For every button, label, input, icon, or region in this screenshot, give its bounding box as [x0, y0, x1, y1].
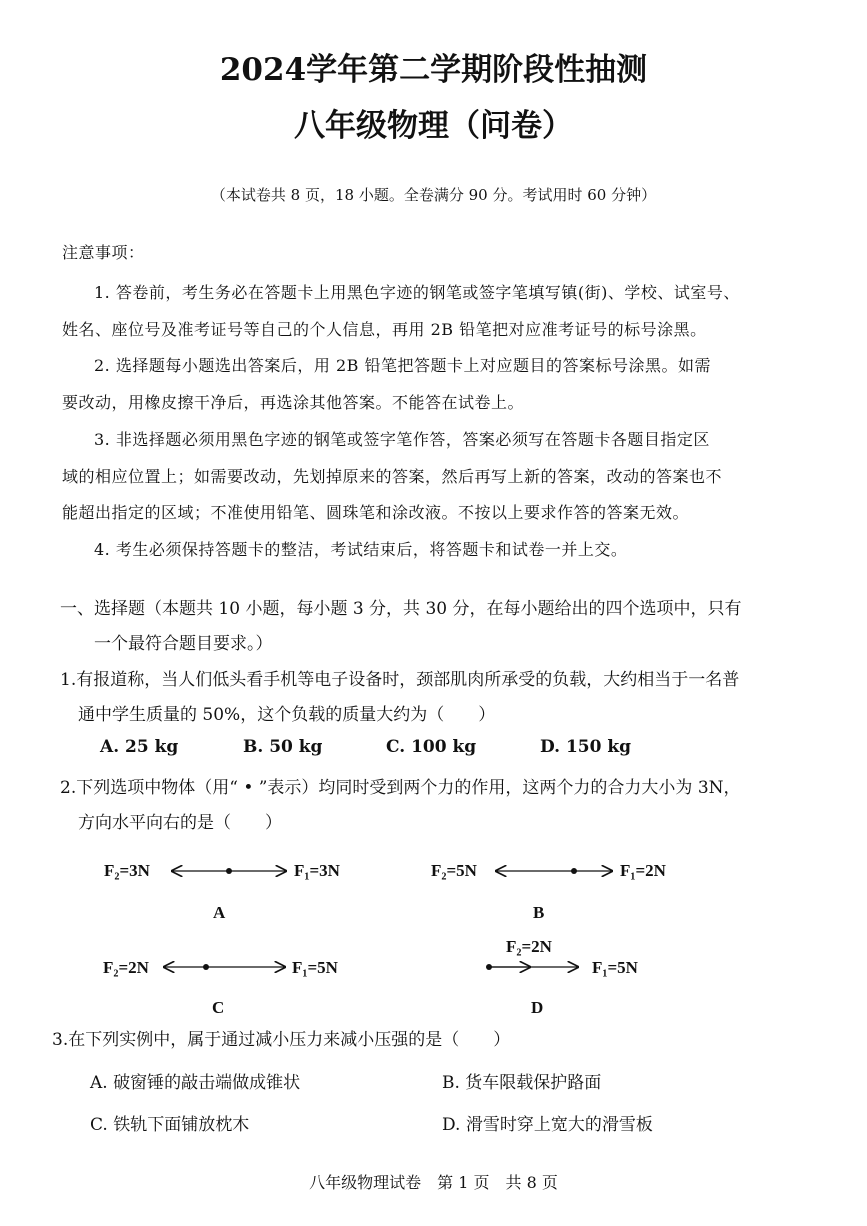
diagram-d-top-label: F₂=2N — [506, 937, 552, 956]
page-footer: 八年级物理试卷 第 1 页 共 8 页 — [309, 1173, 558, 1192]
q3-stem-line1: 3.在下列实例中，属于通过减小压力来减小压强的是（ ） — [52, 1030, 511, 1050]
diagram-a-right-label: F₁=3N — [294, 861, 340, 880]
diagram-c-right-label: F₁=5N — [292, 958, 338, 977]
notice-item-3-line2: 域的相应位置上；如需要改动，先划掉原来的答案，然后再写上新的答案，改动的答案也不 — [62, 467, 723, 486]
q2-stem-line1: 2.下列选项中物体（用“ • ”表示）均同时受到两个力的作用，这两个力的合力大小为 3N， — [60, 778, 741, 798]
diagram-c-left-label: F₂=2N — [103, 958, 149, 977]
notice-item-1-line1: 1. 答卷前，考生务必在答题卡上用黑色字迹的钢笔或签字笔填写镇(街)、学校、试室号、 — [94, 283, 740, 302]
diagram-d-right-label: F₁=5N — [592, 958, 638, 977]
diagram-d-object-dot — [486, 964, 492, 970]
diagram-b — [496, 868, 612, 874]
q1-option-a: A. 25 kg — [100, 737, 179, 757]
q1-stem-line1: 1.有报道称，当人们低头看手机等电子设备时，颈部肌肉所承受的负载，大约相当于一名普 — [60, 670, 740, 690]
notice-heading: 注意事项： — [62, 243, 145, 262]
q3-option-c: C. 铁轨下面铺放枕木 — [90, 1115, 250, 1135]
exam-subtitle: 八年级物理（问卷） — [294, 108, 573, 144]
diagram-c-object-dot — [203, 964, 209, 970]
q1-option-d: D. 150 kg — [540, 737, 632, 757]
diagram-c — [164, 964, 285, 970]
notice-item-4-line1: 4. 考生必须保持答题卡的整洁，考试结束后，将答题卡和试卷一并上交。 — [94, 540, 628, 559]
diagram-b-left-label: F₂=5N — [431, 861, 477, 880]
q1-option-c: C. 100 kg — [386, 737, 477, 757]
notice-item-1-line2: 姓名、座位号及准考证号等自己的个人信息，再用 2B 铅笔把对应准考证号的标号涂黑。 — [62, 320, 707, 339]
diagram-a-object-dot — [226, 868, 232, 874]
q1-stem-line2: 通中学生质量的 50%，这个负载的质量大约为（ ） — [78, 705, 496, 725]
section1-heading-line1: 一、选择题（本题共 10 小题，每小题 3 分，共 30 分，在每小题给出的四个选项中，只有 — [60, 599, 742, 619]
exam-title: 2024学年第二学期阶段性抽测 — [219, 52, 648, 88]
diagram-c-letter: C — [212, 998, 225, 1017]
q3-option-d: D. 滑雪时穿上宽大的滑雪板 — [442, 1115, 653, 1135]
diagram-a-letter: A — [213, 903, 226, 922]
notice-item-3-line1: 3. 非选择题必须用黑色字迹的钢笔或签字笔作答，答案必须写在答题卡各题目指定区 — [94, 430, 710, 449]
notice-item-2-line2: 要改动，用橡皮擦干净后，再选涂其他答案。不能答在试卷上。 — [62, 393, 525, 412]
diagram-d-letter: D — [531, 998, 544, 1017]
q3-option-a: A. 破窗锤的敲击端做成锥状 — [90, 1073, 301, 1093]
q1-option-b: B. 50 kg — [243, 737, 323, 757]
diagram-d — [486, 964, 578, 970]
diagram-b-letter: B — [533, 903, 545, 922]
q3-option-b: B. 货车限载保护路面 — [442, 1073, 602, 1093]
diagram-b-right-label: F₁=2N — [620, 861, 666, 880]
notice-item-2-line1: 2. 选择题每小题选出答案后，用 2B 铅笔把答题卡上对应题目的答案标号涂黑。如需 — [94, 356, 711, 375]
diagram-b-object-dot — [571, 868, 577, 874]
exam-info: （本试卷共 8 页，18 小题。全卷满分 90 分。考试用时 60 分钟） — [210, 186, 657, 204]
notice-item-3-line3: 能超出指定的区域；不准使用铅笔、圆珠笔和涂改液。不按以上要求作答的答案无效。 — [62, 503, 690, 522]
section1-heading-line2: 一个最符合题目要求。） — [94, 634, 273, 654]
diagram-a — [172, 868, 286, 874]
diagram-a-left-label: F₂=3N — [104, 861, 150, 880]
q2-stem-line2: 方向水平向右的是（ ） — [78, 813, 282, 833]
